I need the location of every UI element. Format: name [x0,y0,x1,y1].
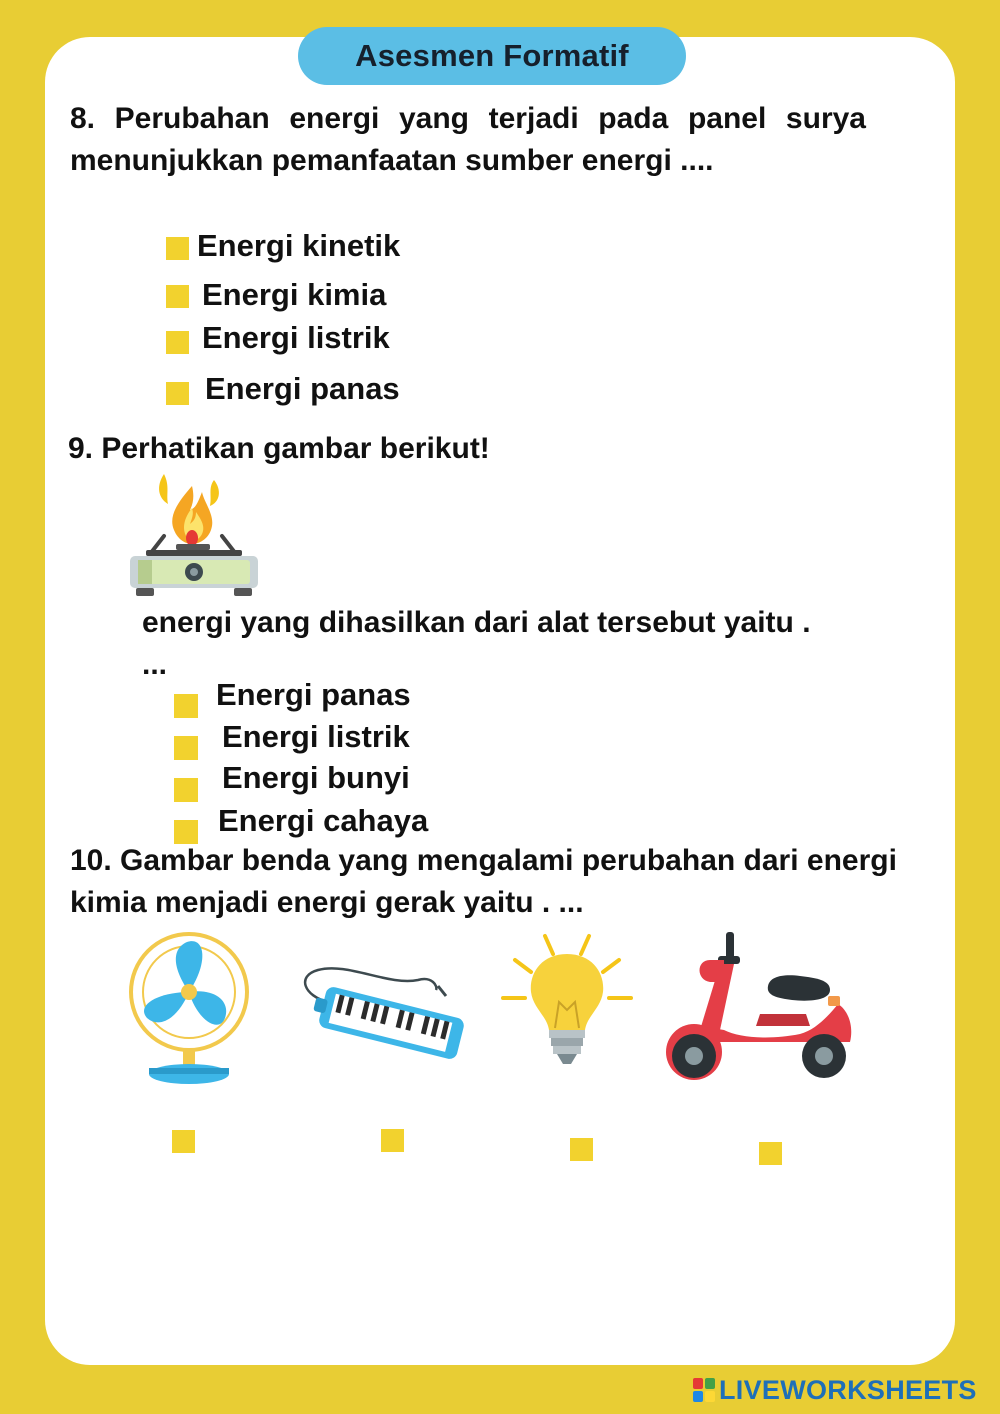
scooter-icon [660,930,858,1082]
q10-option-fan-checkbox[interactable] [172,1130,195,1153]
q8-option-1-checkbox[interactable] [166,237,189,260]
q8-option-1-label: Energi kinetik [197,228,401,263]
q8-option-2-label: Energi kimia [202,277,387,312]
question-9-subtext: energi yang dihasilkan dari alat tersebut yaitu . ... [142,606,811,681]
logo-squares-icon [693,1378,715,1402]
fan-icon [125,932,255,1087]
question-8-text: 8. Perubahan energi yang terjadi pada panel surya menunjukkan pemanfaatan sumber energi .... [70,102,866,177]
q9-option-1-label: Energi panas [216,677,411,712]
pianica-icon [298,966,468,1066]
q9-option-1-checkbox[interactable] [174,694,198,718]
gas-stove-icon [128,472,260,600]
q10-option-bulb-checkbox[interactable] [570,1138,593,1161]
question-9-text: 9. Perhatikan gambar berikut! [68,432,490,465]
brand-name: LIVEWORKSHEETS [719,1374,977,1405]
liveworksheets-logo [693,1374,977,1406]
q9-option-2-checkbox[interactable] [174,736,198,760]
question-10-text: 10. Gambar benda yang mengalami perubahan dari energi kimia menjadi energi gerak yaitu . ... [70,844,897,919]
q10-option-scooter-checkbox[interactable] [759,1142,782,1165]
q9-option-4-label: Energi cahaya [218,803,429,838]
q8-option-2-checkbox[interactable] [166,285,189,308]
q9-option-3-label: Energi bunyi [222,760,410,795]
q9-option-2-label: Energi listrik [222,719,410,754]
q8-option-3-checkbox[interactable] [166,331,189,354]
page-title: Asesmen Formatif [355,38,629,73]
q8-option-4-checkbox[interactable] [166,382,189,405]
light-bulb-icon [497,930,637,1070]
title-banner [298,27,686,85]
q8-option-4-label: Energi panas [205,371,400,406]
q10-option-pianica-checkbox[interactable] [381,1129,404,1152]
q9-option-3-checkbox[interactable] [174,778,198,802]
q8-option-3-label: Energi listrik [202,320,390,355]
